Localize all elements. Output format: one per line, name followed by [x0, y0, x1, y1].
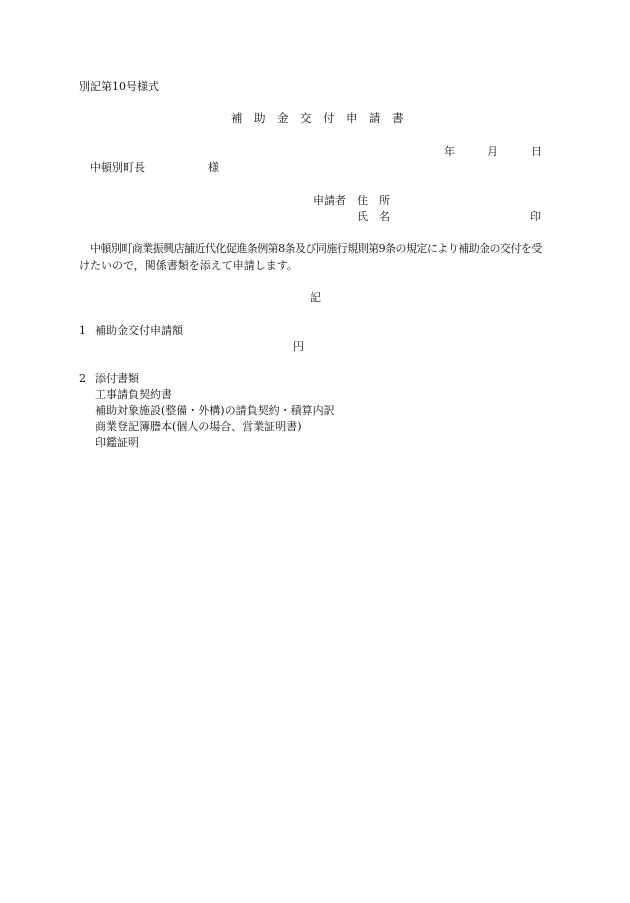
item1-number: 1: [79, 324, 86, 337]
applicant-label: 申請者: [313, 194, 346, 207]
item2-label: 添付書類: [95, 372, 139, 385]
attached-document-item: 商業登記簿謄本(個人の場合、営業証明書): [95, 420, 302, 433]
attached-document-item: 工事請負契約書: [95, 388, 172, 401]
item2-number: 2: [79, 372, 86, 385]
attached-document-item: 補助対象施設(整備・外構)の請負契約・積算内訳: [95, 404, 335, 417]
addressee-name: 中頓別町長: [90, 161, 145, 174]
body-text-line-2: けたいので，関係書類を添えて申請します。: [79, 259, 298, 272]
date-year: 年: [444, 145, 455, 158]
applicant-name-label: 氏 名: [357, 210, 390, 223]
item1-unit: 円: [293, 340, 304, 353]
seal-mark: 印: [530, 210, 541, 223]
body-text-line-1: 中頓別町商業振興店舗近代化促進条例第8条及び同施行規則第9条の規定により補助金の交付を受: [90, 242, 542, 255]
applicant-address-label: 住 所: [357, 194, 390, 207]
addressee-honorific: 様: [208, 161, 219, 174]
attached-document-item: 印鑑証明: [95, 436, 139, 449]
form-label: 別記第10号様式: [79, 80, 159, 93]
item1-label: 補助金交付申請額: [95, 324, 183, 337]
document-title: 補 助 金 交 付 申 請 書: [231, 111, 404, 125]
date-day: 日: [531, 145, 542, 158]
ki-heading: 記: [310, 291, 321, 304]
date-month: 月: [487, 145, 498, 158]
